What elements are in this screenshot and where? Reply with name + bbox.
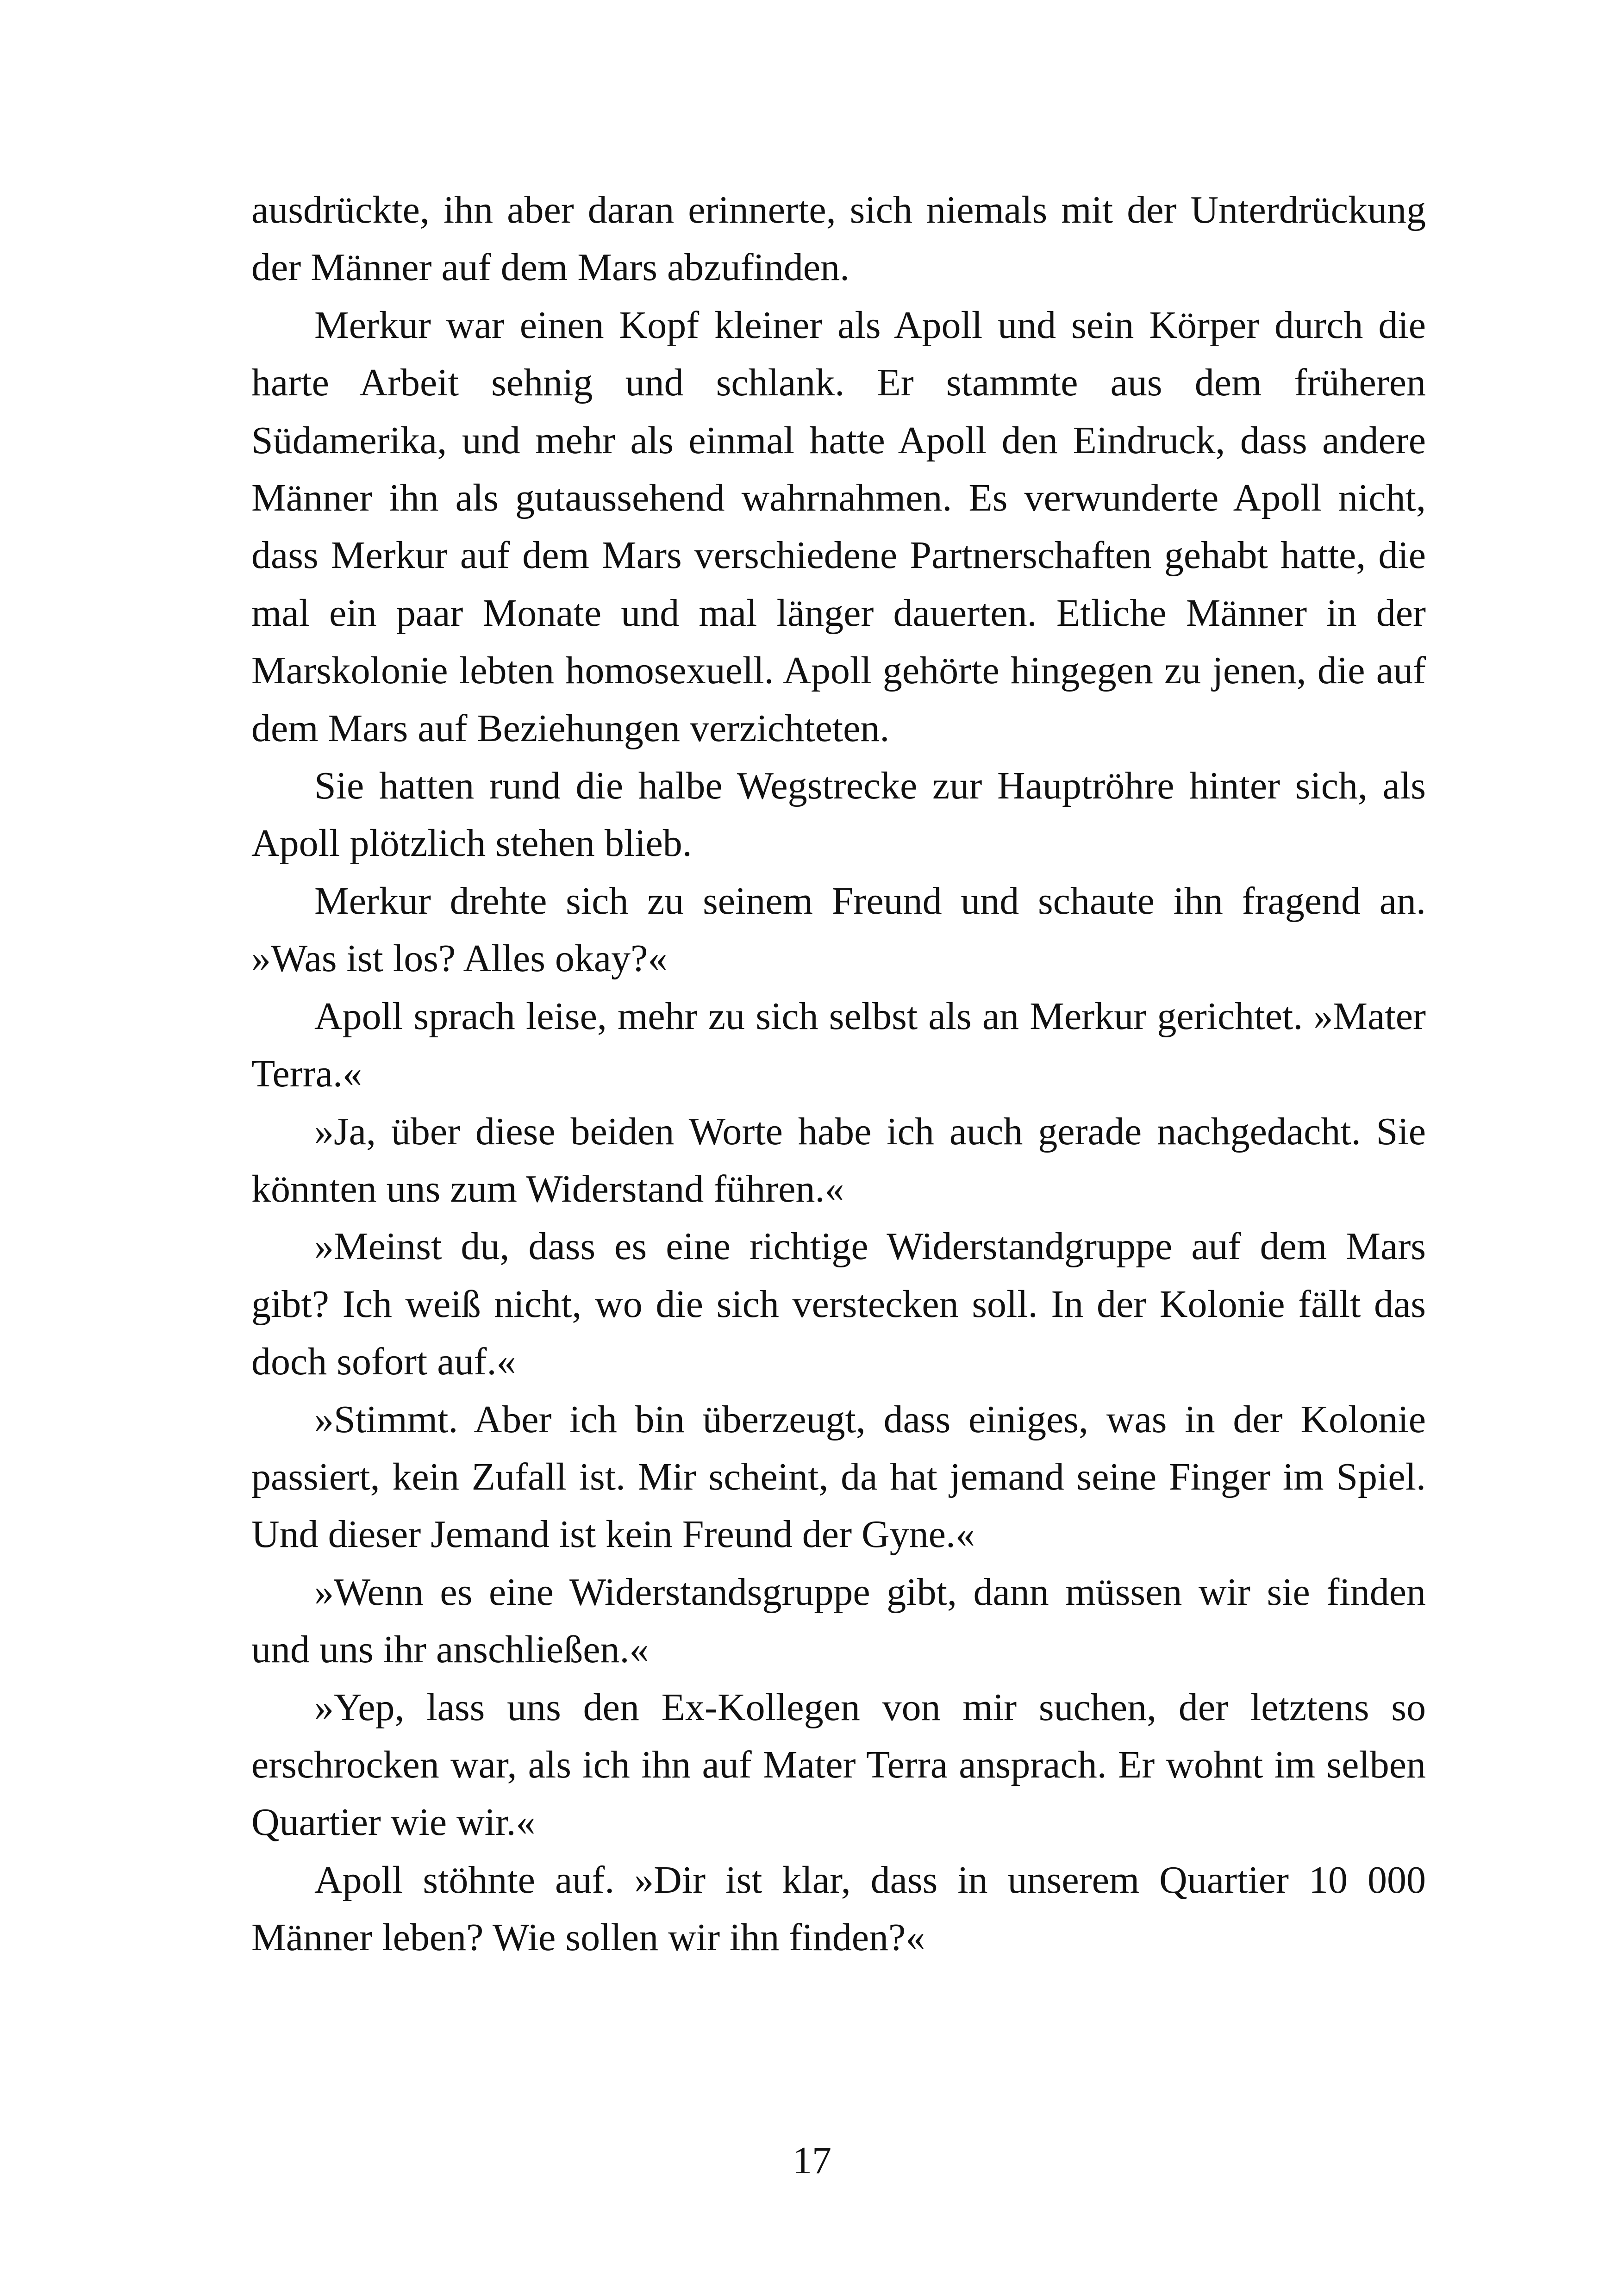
paragraph: »Stimmt. Aber ich bin überzeugt, dass einiges, was in der Kolonie passiert, kein Zufall ist. Mir scheint, da hat jemand seine Finger im Spiel. Und dieser Jemand ist kein Freund der Gyne.« xyxy=(251,1397,1426,1556)
page-number: 17 xyxy=(793,2139,831,2182)
paragraph: Apoll sprach leise, mehr zu sich selbst als an Merkur gerichtet. »Mater Terra.« xyxy=(251,994,1426,1096)
body-text xyxy=(251,181,1426,1967)
paragraph: Sie hatten rund die halbe Wegstrecke zur Hauptröhre hinter sich, als Apoll plötzlich stehen blieb. xyxy=(251,764,1426,865)
paragraph: »Meinst du, dass es eine richtige Widerstandgruppe auf dem Mars gibt? Ich weiß nicht, wo die sich verstecken soll. In der Kolonie fällt das doch sofort auf.« xyxy=(251,1225,1426,1384)
paragraph: Merkur war einen Kopf kleiner als Apoll und sein Körper durch die harte Arbeit sehnig und schlank. Er stammte aus dem früheren Südamerika, und mehr als einmal hatte Apoll den Eindruck, dass andere Männer ihn als gutaussehend wahrnahmen. Es verwunderte Apoll nicht, dass Merkur auf dem Mars verschiedene Partnerschaften gehabt hatte, die mal ein paar Monate und mal länger dauerten. Etliche Männer in der Marskolonie lebten homosexuell. Apoll gehörte hingegen zu jenen, die auf dem Mars auf Beziehungen verzichteten. xyxy=(251,303,1426,750)
paragraph-continuation: ausdrückte, ihn aber daran erinnerte, sich niemals mit der Unterdrückung der Männer auf dem Mars abzufinden. xyxy=(251,188,1426,289)
paragraph: »Yep, lass uns den Ex-Kollegen von mir suchen, der letztens so erschrocken war, als ich ihn auf Mater Terra ansprach. Er wohnt im selben Quartier wie wir.« xyxy=(251,1685,1426,1844)
paragraph: »Wenn es eine Widerstandsgruppe gibt, dann müssen wir sie finden und uns ihr anschließen.« xyxy=(251,1570,1426,1671)
paragraph: Apoll stöhnte auf. »Dir ist klar, dass in unserem Quartier 10 000 Männer leben? Wie sollen wir ihn finden?« xyxy=(251,1858,1426,1959)
paragraph: Merkur drehte sich zu seinem Freund und schaute ihn fragend an. »Was ist los? Alles okay?« xyxy=(251,879,1426,980)
paragraph: »Ja, über diese beiden Worte habe ich auch gerade nachgedacht. Sie könnten uns zum Widerstand führen.« xyxy=(251,1110,1426,1210)
